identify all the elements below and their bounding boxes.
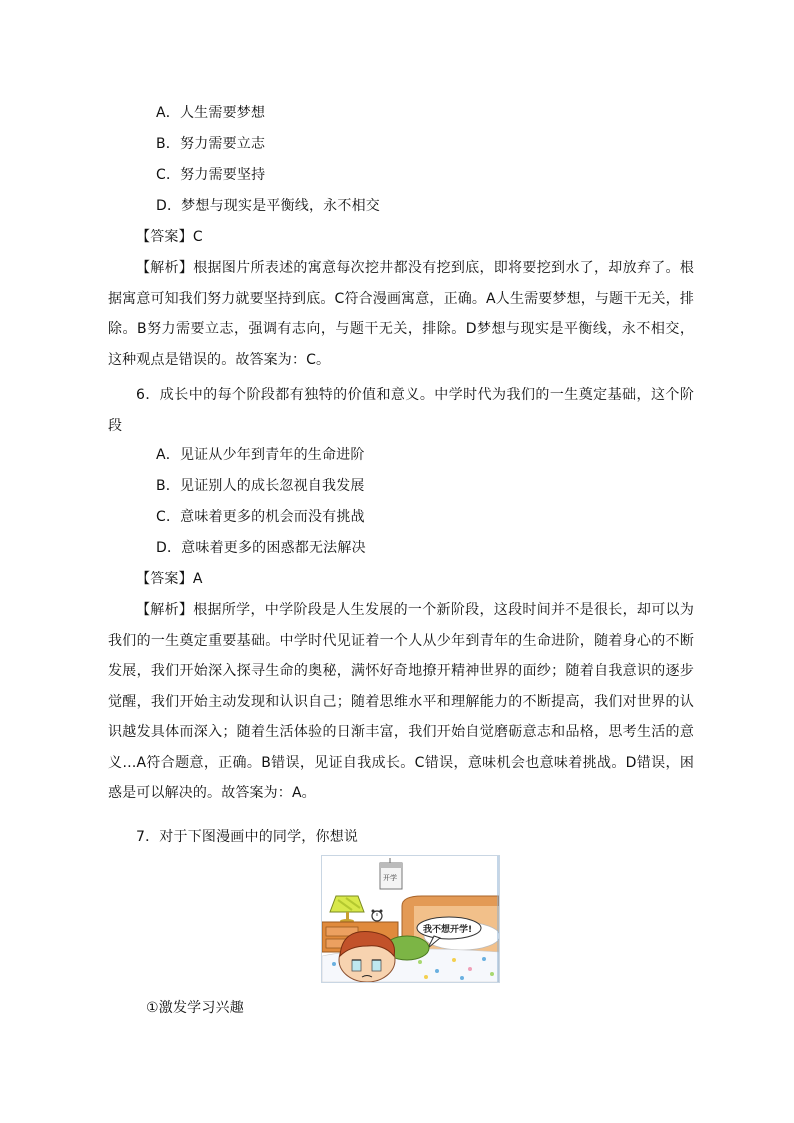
analysis-label: 【解析】 [136,260,194,276]
q6-option-a: A．见证从少年到青年的生命进阶 [156,447,365,463]
q6-option-d: D．意味着更多的困惑都无法解决 [156,540,366,556]
q6-option-c: C．意味着更多的机会而没有挑战 [156,509,365,525]
analysis-text: 根据图片所表述的寓意每次挖井都没有挖到底，即将要挖到水了，却放弃了。根据寓意可知我们努力就要坚持到底。C符合漫画寓意，正确。A人生需要梦想，与题干无关，排除。B努力需要立志，强调有志向，与题干无关，排除。D梦想与现实是平衡线，永不相交，这种观点是错误的。故答案为：C。 [108,260,694,368]
analysis-text: 根据所学，中学阶段是人生发展的一个新阶段，这段时间并不是很长，却可以为我们的一生奠定重要基础。中学时代见证着一个人从少年到青年的生命进阶，随着身心的不断发展，我们开始深入探寻生命的奥秘，满怀好奇地撩开精神世界的面纱；随着自我意识的逐步觉醒，我们开始主动发现和认识自己；随着思维水平和理解能力的不断提高，我们对世界的认识越发具体而深入；随着生活体验的日渐丰富，我们开始自觉磨砺意志和品格，思考生活的意义…A符合题意，正确。B错误，见证自我成长。C错误，意味机会也意味着挑战。D错误，困惑是可以解决的。故答案为：A。 [108,602,694,801]
q7-stem: 7．对于下图漫画中的同学，你想说 [136,829,359,845]
q5-option-b: B．努力需要立志 [156,136,266,152]
q6-option-b: B．见证别人的成长忽视自我发展 [156,478,365,494]
answer-label: 【答案】 [136,229,193,245]
svg-text:开学: 开学 [383,874,397,882]
q5-option-d: D．梦想与现实是平衡线，永不相交 [156,198,380,214]
svg-text:我不想开学!: 我不想开学! [423,925,473,935]
q6-answer [136,569,203,589]
q5-option-a: A．人生需要梦想 [156,105,266,121]
answer-value: C [192,229,203,245]
q7-item-1: ①激发学习兴趣 [146,1000,244,1016]
q5-analysis [108,253,694,375]
calendar-icon [380,858,402,889]
q5-answer [136,227,203,247]
cartoon-figure [321,855,500,983]
cartoon-image [322,856,499,982]
q6-analysis [108,595,694,809]
answer-label: 【答案】 [136,571,193,587]
boy-character [339,932,395,983]
answer-value: A [192,571,203,587]
alarm-clock-icon [372,910,383,922]
analysis-label: 【解析】 [136,602,194,618]
q5-option-c: C．努力需要坚持 [156,167,266,183]
q6-stem: 6．成长中的每个阶段都有独特的价值和意义。中学时代为我们的一生奠定基础，这个阶段 [108,387,694,434]
